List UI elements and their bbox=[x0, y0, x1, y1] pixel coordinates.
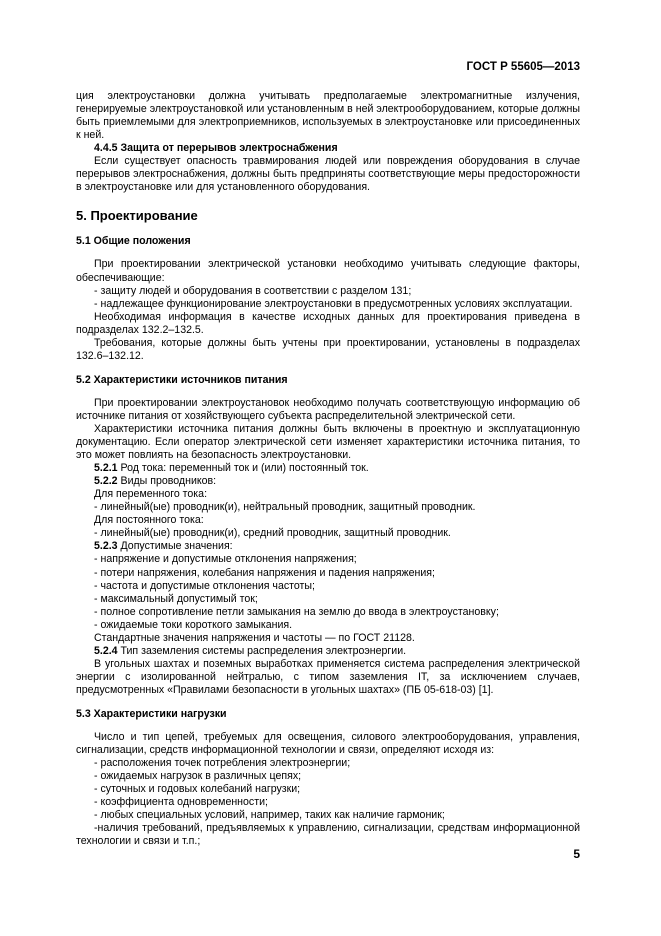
paragraph bbox=[76, 475, 580, 488]
clause-number: 5.2.1 bbox=[94, 462, 118, 475]
paragraph: ция электроустановки должна учитывать предполагаемые электромагнитные излучения, генерируемые электроустановкой или установленным в ней электрооборудованием, которые должны быть приемлемыми для электроприемников, используемых в электроустановке или присоединенных к ней. bbox=[76, 90, 580, 142]
list-item: - линейный(ые) проводник(и), нейтральный проводник, защитный проводник. bbox=[94, 501, 476, 514]
list-item: - напряжение и допустимые отклонения напряжения; bbox=[94, 553, 357, 566]
list-item: -наличия требований, предъявляемых к управлению, сигнализации, средствам информационной технологии и связи и т.п.; bbox=[76, 822, 580, 848]
paragraph bbox=[76, 462, 580, 475]
document-body bbox=[76, 90, 580, 848]
paragraph: Требования, которые должны быть учтены при проектировании, установлены в подразделах 132.6–132.12. bbox=[76, 336, 580, 362]
list-item: - надлежащее функционирование электроустановки в предусмотренных условиях эксплуатации. bbox=[94, 297, 573, 310]
subsection-heading: 5.2 Характеристики источников питания bbox=[76, 373, 288, 386]
list-item: - коэффициента одновременности; bbox=[94, 796, 268, 809]
subsection-heading: 5.3 Характеристики нагрузки bbox=[76, 707, 227, 720]
clause-text: Тип заземления системы распределения электроэнергии. bbox=[117, 644, 407, 657]
list-item: - максимальный допустимый ток; bbox=[94, 592, 258, 605]
list-item: - полное сопротивление петли замыкания на землю до ввода в электроустановку; bbox=[94, 605, 499, 618]
list-item: - ожидаемые токи короткого замыкания. bbox=[94, 618, 293, 631]
paragraph: Для переменного тока: bbox=[94, 488, 208, 501]
paragraph: В угольных шахтах и поземных выработках применяется система распределения электрической энергии с изолированной нейтралью, с типом заземления IT, за исключением случаев, предусмотренных «Правилами безопасности в угольных шахтах» (ПБ 05-618-03) [1]. bbox=[76, 657, 580, 696]
subsection-heading bbox=[76, 142, 580, 155]
list-item: - потери напряжения, колебания напряжения и падения напряжения; bbox=[94, 566, 435, 579]
paragraph: При проектировании электроустановок необходимо получать соответствующую информацию об источнике питания от хозяйствующего субъекта распределительной электрической сети. bbox=[76, 396, 580, 422]
list-item: - суточных и годовых колебаний нагрузки; bbox=[94, 783, 301, 796]
clause-number: 4.4.5 bbox=[94, 142, 118, 155]
list-item: - защиту людей и оборудования в соответствии с разделом 131; bbox=[94, 284, 412, 297]
subsection-heading: 5.1 Общие положения bbox=[76, 235, 191, 248]
paragraph: Характеристики источника питания должны быть включены в проектную и эксплуатационную документацию. Если оператор электрической сети изменяет характеристики источника питания, то это может повлиять на безопасность электроустановки. bbox=[76, 422, 580, 462]
paragraph: Число и тип цепей, требуемых для освещения, силового электрооборудования, управления, сигнализации, средств информационной технологии и связи, определяют исходя из: bbox=[76, 731, 580, 757]
document-header-code: ГОСТ Р 55605—2013 bbox=[466, 61, 580, 73]
paragraph: Стандартные значения напряжения и частоты — по ГОСТ 21128. bbox=[94, 631, 415, 644]
paragraph: При проектировании электрической установки необходимо учитывать следующие факторы, обеспечивающие: bbox=[76, 258, 580, 284]
clause-number: 5.2.4 bbox=[94, 644, 118, 657]
list-item: - частота и допустимые отклонения частоты; bbox=[94, 579, 315, 592]
list-item: - любых специальных условий, например, таких как наличие гармоник; bbox=[94, 809, 445, 822]
paragraph: Если существует опасность травмирования людей или повреждения оборудования в случае перерывов электроснабжения, должны быть предприняты соответствующие меры предосторожности в электроустановке или для установленного оборудования. bbox=[76, 155, 580, 194]
clause-text: Виды проводников: bbox=[117, 475, 217, 488]
clause-text: Допустимые значения: bbox=[117, 540, 233, 553]
paragraph: Для постоянного тока: bbox=[94, 514, 204, 527]
list-item: - линейный(ые) проводник(и), средний проводник, защитный проводник. bbox=[94, 527, 451, 540]
paragraph: Необходимая информация в качестве исходных данных для проектирования приведена в подразделах 132.2–132.5. bbox=[76, 310, 580, 336]
page-number: 5 bbox=[573, 847, 580, 861]
clause-number: 5.2.2 bbox=[94, 475, 118, 488]
list-item: - ожидаемых нагрузок в различных цепях; bbox=[94, 770, 302, 783]
paragraph bbox=[76, 540, 580, 553]
clause-title: Защита от перерывов электроснабжения bbox=[120, 142, 338, 155]
section-heading: 5. Проектирование bbox=[76, 208, 198, 224]
clause-text: Род тока: переменный ток и (или) постоянный ток. bbox=[117, 462, 369, 475]
clause-number: 5.2.3 bbox=[94, 540, 118, 553]
paragraph bbox=[76, 645, 580, 658]
list-item: - расположения точек потребления электроэнергии; bbox=[94, 757, 351, 770]
